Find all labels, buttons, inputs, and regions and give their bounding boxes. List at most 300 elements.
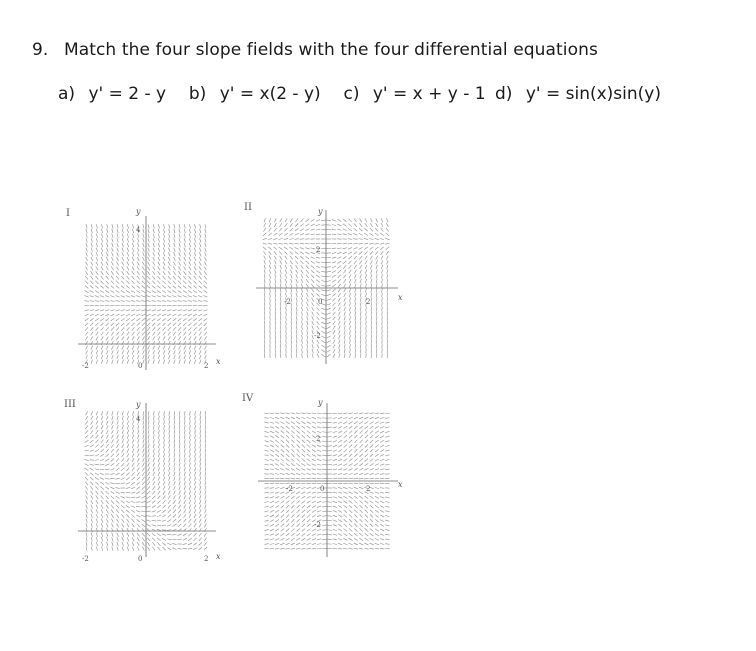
slope-segment [312, 539, 316, 541]
slope-segment [270, 474, 274, 475]
slope-segment [338, 548, 342, 549]
slope-segment [190, 430, 191, 434]
slope-segment [354, 528, 357, 531]
slope-segment [96, 327, 99, 330]
slope-segment [307, 464, 311, 466]
slope-segment [152, 318, 156, 321]
slope-segment [349, 417, 353, 419]
slope-segment [162, 538, 166, 540]
slope-segment [190, 416, 191, 420]
slope-segment [101, 229, 102, 233]
slope-segment [199, 276, 202, 279]
slope-segment [307, 316, 308, 320]
slope-segment [169, 472, 170, 476]
slope-segment [344, 288, 346, 292]
slope-segment [302, 353, 303, 357]
slope-segment [111, 439, 113, 443]
slope-segment [138, 234, 139, 238]
slope-segment [199, 514, 201, 518]
slope-segment [162, 543, 166, 546]
slope-segment [110, 301, 114, 302]
slope-segment [307, 312, 308, 316]
slope-segment [275, 538, 279, 540]
slope-segment [322, 516, 326, 517]
slope-segment [189, 266, 191, 270]
slope-segment [84, 450, 88, 451]
slope-segment [127, 327, 130, 330]
slope-segment [142, 286, 145, 289]
slope-segment [302, 463, 306, 465]
slope-segment [143, 350, 145, 354]
slope-segment [321, 290, 325, 291]
slope-segment [297, 524, 300, 527]
slope-segment [91, 514, 92, 518]
slope-segment [333, 307, 336, 310]
slope-segment [376, 256, 378, 260]
slope-segment [302, 454, 305, 457]
slope-segment [275, 505, 279, 508]
slope-segment [385, 469, 389, 470]
slope-segment [321, 294, 325, 295]
slope-segment [153, 411, 154, 415]
slope-segment [194, 346, 196, 350]
slope-segment [152, 327, 155, 330]
slope-segment [316, 275, 320, 277]
slope-segment [375, 534, 379, 536]
slope-segment [317, 445, 321, 447]
panel-IV-tick-yneg2: -2 [314, 521, 321, 529]
slope-segment [85, 318, 89, 321]
slope-segment [296, 270, 298, 274]
slope-segment [141, 511, 145, 512]
slope-segment [148, 350, 150, 354]
slope-segment [275, 288, 276, 292]
slope-segment [322, 525, 326, 526]
slope-segment [297, 440, 300, 443]
slope-segment [375, 515, 379, 518]
slope-segment [168, 248, 170, 252]
slope-segment [291, 330, 292, 334]
slope-segment [275, 302, 276, 306]
slope-segment [307, 426, 311, 428]
slope-segment [301, 270, 303, 274]
slope-segment [332, 248, 336, 249]
slope-segment [307, 538, 311, 540]
slope-segment [121, 483, 125, 484]
slope-segment [189, 495, 191, 499]
slope-segment [291, 316, 292, 320]
slope-segment [121, 505, 124, 508]
slope-segment [365, 265, 367, 269]
slope-segment [365, 218, 367, 222]
slope-segment [375, 413, 379, 414]
slope-segment [327, 317, 331, 319]
slope-segment [116, 266, 118, 270]
slope-segment [327, 441, 331, 442]
slope-segment [274, 256, 276, 260]
slope-segment [344, 307, 346, 311]
slope-segment [286, 454, 289, 457]
slope-segment [300, 229, 304, 231]
slope-segment [284, 251, 287, 254]
slope-segment [338, 496, 342, 498]
slope-segment [137, 332, 140, 336]
slope-segment [157, 542, 160, 545]
slope-segment [137, 271, 139, 275]
slope-segment [178, 271, 180, 275]
slope-segment [190, 420, 191, 424]
slope-segment [101, 411, 103, 415]
slope-segment [275, 548, 279, 549]
slope-segment [163, 355, 165, 359]
panel-IV-x-axis-label: x [398, 480, 403, 489]
slope-segment [296, 421, 300, 423]
slope-segment [205, 514, 207, 518]
slope-segment [199, 286, 202, 289]
slope-segment [375, 435, 379, 438]
slope-segment [355, 316, 356, 320]
slope-segment [359, 543, 363, 545]
slope-segment [380, 543, 384, 544]
slope-segment [344, 344, 345, 348]
slope-segment [343, 496, 347, 498]
slope-segment [364, 548, 368, 549]
slope-segment [163, 323, 166, 326]
slope-segment [91, 421, 93, 425]
slope-segment [307, 422, 311, 424]
slope-segment [117, 439, 119, 443]
slope-segment [355, 279, 357, 283]
slope-segment [307, 307, 309, 311]
slope-segment [141, 301, 145, 302]
slope-segment [296, 487, 300, 488]
slope-segment [312, 454, 316, 456]
slope-segment [270, 426, 274, 428]
slope-segment [312, 321, 314, 325]
slope-segment [106, 323, 109, 326]
slope-segment [169, 360, 170, 364]
slope-segment [297, 528, 300, 531]
slope-segment [359, 538, 363, 540]
slope-segment [173, 271, 175, 275]
slope-segment [90, 323, 93, 326]
slope-segment [302, 431, 305, 434]
slope-segment [90, 314, 94, 316]
slope-segment [117, 346, 119, 350]
slope-segment [385, 515, 389, 516]
slope-segment [317, 349, 319, 353]
slope-segment [349, 321, 350, 325]
slope-segment [131, 318, 135, 321]
slope-segment [132, 248, 134, 252]
slope-segment [316, 257, 320, 258]
slope-segment [344, 349, 345, 353]
slope-segment [291, 284, 292, 288]
slope-segment [297, 519, 300, 522]
slope-segment [121, 510, 124, 513]
slope-segment [143, 435, 144, 439]
slope-segment [127, 519, 130, 523]
slope-segment [157, 314, 161, 316]
slope-segment [117, 444, 119, 448]
slope-segment [358, 239, 362, 240]
panel-III-field [48, 381, 234, 573]
slope-segment [375, 426, 379, 428]
slope-segment [381, 228, 384, 232]
slope-segment [297, 510, 300, 513]
slope-segment [132, 234, 133, 238]
slope-segment [365, 284, 366, 288]
slope-segment [321, 317, 325, 319]
slope-segment [148, 435, 149, 439]
slope-segment [158, 444, 159, 448]
slope-segment [194, 336, 196, 340]
slope-segment [280, 468, 284, 470]
slope-segment [375, 543, 379, 544]
slope-segment [371, 284, 372, 288]
slope-segment [179, 458, 180, 462]
slope-segment [112, 542, 113, 546]
panel-III [48, 381, 234, 573]
slope-segment [162, 547, 165, 550]
slope-segment [117, 248, 119, 252]
slope-segment [344, 445, 347, 448]
slope-segment [280, 417, 284, 419]
slope-segment [349, 302, 350, 306]
slope-segment [184, 420, 185, 424]
slope-segment [205, 234, 206, 238]
slope-segment [275, 270, 276, 274]
slope-segment [275, 496, 279, 498]
slope-segment [158, 224, 159, 228]
slope-segment [375, 251, 378, 255]
slope-segment [316, 262, 320, 264]
slope-segment [338, 275, 341, 278]
slope-segment [106, 523, 108, 527]
slope-segment [200, 491, 201, 495]
slope-segment [137, 524, 140, 527]
slope-segment [286, 505, 289, 508]
slope-segment [143, 224, 144, 228]
slope-segment [126, 314, 130, 316]
slope-segment [344, 533, 348, 535]
slope-segment [163, 266, 165, 270]
slope-segment [311, 284, 314, 288]
slope-segment [295, 233, 299, 235]
slope-segment [364, 417, 368, 419]
slope-segment [200, 448, 201, 452]
slope-segment [333, 497, 337, 498]
slope-segment [105, 469, 109, 470]
slope-segment [280, 538, 284, 540]
slope-segment [157, 500, 160, 503]
slope-segment [354, 265, 356, 269]
slope-segment [270, 520, 274, 522]
slope-segment [204, 538, 207, 542]
slope-segment [296, 413, 300, 414]
slope-segment [307, 459, 311, 461]
slope-segment [371, 316, 372, 320]
slope-segment [296, 265, 298, 269]
slope-segment [312, 422, 316, 424]
slope-segment [307, 435, 310, 438]
slope-segment [163, 458, 164, 462]
slope-segment [385, 418, 389, 419]
slope-segment [105, 301, 109, 302]
slope-segment [200, 238, 201, 242]
slope-segment [117, 238, 118, 242]
slope-segment [199, 538, 202, 541]
slope-segment [179, 481, 180, 485]
slope-segment [333, 335, 335, 339]
slope-segment [359, 218, 361, 222]
slope-segment [365, 529, 368, 532]
slope-segment [359, 487, 363, 488]
slope-segment [121, 468, 124, 471]
slope-segment [131, 477, 134, 480]
slope-segment [152, 332, 155, 336]
slope-segment [106, 425, 108, 429]
slope-segment [194, 495, 195, 499]
slope-segment [281, 444, 284, 447]
slope-segment [344, 321, 345, 325]
slope-segment [333, 501, 337, 502]
slope-segment [132, 346, 134, 350]
slope-segment [290, 228, 293, 231]
slope-segment [205, 430, 206, 434]
slope-segment [96, 542, 97, 546]
slope-segment [126, 296, 130, 298]
slope-segment [360, 321, 361, 325]
slope-segment [100, 464, 104, 465]
slope-segment [204, 262, 206, 266]
slope-segment [91, 519, 92, 523]
slope-segment [359, 252, 362, 255]
slope-segment [307, 505, 311, 508]
slope-segment [270, 548, 274, 549]
slope-segment [158, 360, 159, 364]
slope-segment [322, 446, 326, 447]
slope-segment [296, 335, 297, 339]
slope-segment [143, 416, 144, 420]
slope-segment [385, 460, 389, 461]
slope-segment [116, 281, 119, 284]
slope-segment [148, 346, 150, 350]
slope-segment [296, 311, 297, 315]
slope-segment [264, 436, 268, 437]
slope-segment [168, 257, 170, 261]
slope-segment [116, 463, 119, 466]
slope-segment [86, 355, 88, 359]
slope-segment [163, 332, 166, 336]
slope-segment [286, 501, 289, 504]
slope-segment [317, 354, 319, 358]
slope-segment [174, 430, 175, 434]
slope-segment [106, 252, 108, 256]
slope-segment [91, 355, 93, 359]
slope-segment [174, 224, 175, 228]
slope-segment [322, 511, 326, 512]
slope-segment [132, 537, 134, 541]
slope-segment [178, 514, 181, 518]
slope-segment [376, 307, 377, 311]
slope-segment [146, 301, 150, 302]
slope-segment [148, 234, 149, 238]
slope-segment [333, 455, 337, 457]
slope-segment [116, 318, 120, 321]
slope-segment [349, 444, 352, 447]
slope-segment [200, 229, 201, 233]
slope-segment [275, 524, 279, 527]
slope-segment [275, 307, 276, 311]
slope-segment [91, 360, 92, 364]
slope-segment [183, 314, 187, 316]
slope-segment [101, 281, 104, 284]
slope-segment [172, 310, 176, 311]
slope-segment [169, 458, 170, 462]
slope-segment [381, 218, 383, 222]
slope-segment [281, 440, 284, 443]
slope-segment [355, 293, 356, 297]
slope-segment [111, 444, 113, 448]
slope-segment [162, 314, 166, 316]
slope-segment [111, 332, 114, 336]
slope-segment [337, 261, 341, 263]
slope-segment [90, 482, 93, 485]
slope-segment [366, 316, 367, 320]
slope-segment [163, 491, 165, 495]
slope-segment [381, 256, 383, 260]
slope-segment [111, 271, 113, 275]
slope-segment [385, 441, 389, 442]
slope-segment [142, 271, 144, 275]
slope-segment [96, 547, 97, 551]
slope-segment [91, 505, 93, 509]
slope-segment [280, 496, 284, 498]
slope-segment [365, 496, 369, 499]
slope-segment [275, 543, 279, 544]
slope-segment [280, 274, 281, 278]
slope-segment [178, 524, 181, 527]
slope-segment [147, 486, 150, 489]
slope-segment [158, 229, 159, 233]
slope-segment [169, 229, 170, 233]
slope-segment [280, 311, 281, 315]
slope-segment [85, 314, 89, 316]
slope-segment [285, 279, 286, 283]
slope-segment [101, 336, 103, 340]
slope-segment [375, 469, 379, 471]
slope-segment [127, 523, 129, 527]
slope-segment [136, 301, 140, 302]
slope-segment [199, 327, 202, 330]
slope-segment [279, 247, 283, 250]
slope-segment [116, 473, 120, 475]
slope-segment [338, 413, 342, 414]
slope-segment [307, 515, 310, 518]
slope-segment [199, 252, 201, 256]
slope-segment [360, 311, 361, 315]
slope-segment [291, 459, 294, 462]
slope-segment [205, 252, 207, 256]
slope-segment [360, 335, 361, 339]
slope-segment [307, 344, 308, 348]
slope-segment [264, 427, 268, 428]
slope-segment [86, 523, 87, 527]
slope-segment [174, 486, 176, 490]
slope-segment [375, 501, 379, 503]
slope-segment [204, 323, 207, 326]
